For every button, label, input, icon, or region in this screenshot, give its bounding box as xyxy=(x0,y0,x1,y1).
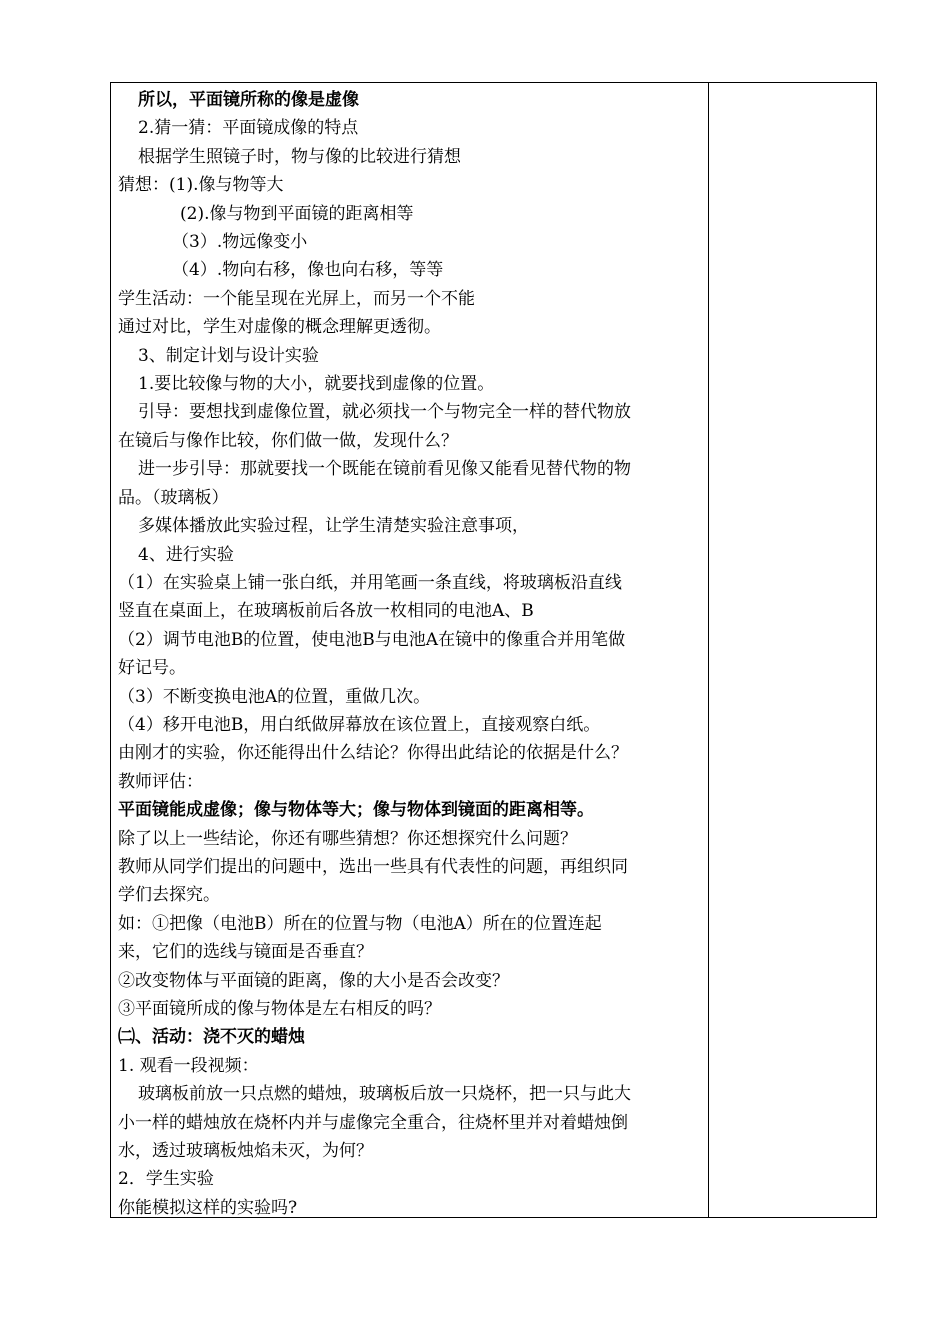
content-line: 根据学生照镜子时，物与像的比较进行猜想 xyxy=(138,146,461,167)
content-line: ③平面镜所成的像与物体是左右相反的吗？ xyxy=(118,999,441,1019)
content-line: 2．学生实验 xyxy=(118,1169,214,1190)
content-line: 小一样的蜡烛放在烧杯内并与虚像完全重合，往烧杯里并对着蜡烛倒 xyxy=(118,1112,628,1133)
content-line: (2).像与物到平面镜的距离相等 xyxy=(180,203,414,224)
content-line: 水，透过玻璃板烛焰未灭，为何？ xyxy=(118,1141,373,1162)
lesson-content-cell xyxy=(118,86,702,1222)
content-line: 来，它们的选线与镜面是否垂直？ xyxy=(118,942,373,963)
content-line: 2.猜一猜：平面镜成像的特点 xyxy=(138,118,359,139)
content-line: 引导：要想找到虚像位置，就必须找一个与物完全一样的替代物放 xyxy=(138,402,631,423)
table-column-divider xyxy=(708,82,709,1218)
content-line: 1. 观看一段视频： xyxy=(118,1055,259,1076)
content-line: 学生活动：一个能呈现在光屏上，而另一个不能 xyxy=(118,288,475,309)
content-line: （2）调节电池B的位置，使电池B与电池A在镜中的像重合并用笔做 xyxy=(118,629,626,650)
content-line: 教师评估： xyxy=(118,771,203,792)
content-line: 1.要比较像与物的大小，就要找到虚像的位置。 xyxy=(138,374,495,395)
content-line: 所以，平面镜所称的像是虚像 xyxy=(138,90,359,110)
content-line: 好记号。 xyxy=(118,658,186,679)
content-line: 进一步引导：那就要找一个既能在镜前看见像又能看见替代物的物 xyxy=(138,459,631,480)
content-line: ㈡、活动：浇不灭的蜡烛 xyxy=(118,1027,305,1048)
content-line: 由刚才的实验，你还能得出什么结论？你得出此结论的依据是什么？ xyxy=(118,743,628,764)
content-line: （4）移开电池B，用白纸做屏幕放在该位置上，直接观察白纸。 xyxy=(118,714,601,735)
content-line: 玻璃板前放一只点燃的蜡烛，玻璃板后放一只烧杯，把一只与此大 xyxy=(138,1084,631,1105)
content-line: （3）不断变换电池A的位置，重做几次。 xyxy=(118,686,431,707)
content-line: 教师从同学们提出的问题中，选出一些具有代表性的问题，再组织同 xyxy=(118,856,628,877)
content-line: 4、进行实验 xyxy=(138,544,234,565)
content-line: 除了以上一些结论，你还有哪些猜想？你还想探究什么问题？ xyxy=(118,828,577,849)
content-line: 你能模拟这样的实验吗? xyxy=(118,1197,298,1218)
content-line: 如：①把像（电池B）所在的位置与物（电池A）所在的位置连起 xyxy=(118,913,602,934)
content-line: 平面镜能成虚像；像与物体等大；像与物体到镜面的距离相等。 xyxy=(118,800,594,821)
content-line: 在镜后与像作比较，你们做一做，发现什么？ xyxy=(118,430,458,451)
content-line: 猜想：(1).像与物等大 xyxy=(118,175,284,196)
content-line: 学们去探究。 xyxy=(118,885,220,906)
content-line: （1）在实验桌上铺一张白纸，并用笔画一条直线，将玻璃板沿直线 xyxy=(118,572,622,593)
content-line: （3）.物远像变小 xyxy=(172,232,308,253)
content-line: 多媒体播放此实验过程，让学生清楚实验注意事项， xyxy=(138,516,529,537)
content-line: 品。（玻璃板） xyxy=(118,487,229,508)
content-line: ②改变物体与平面镜的距离，像的大小是否会改变？ xyxy=(118,970,509,991)
content-line: 3、制定计划与设计实验 xyxy=(138,345,319,366)
content-line: 通过对比，学生对虚像的概念理解更透彻。 xyxy=(118,317,441,338)
content-line: （4）.物向右移，像也向右移，等等 xyxy=(172,260,444,281)
content-line: 竖直在桌面上，在玻璃板前后各放一枚相同的电池A、B xyxy=(118,601,534,622)
